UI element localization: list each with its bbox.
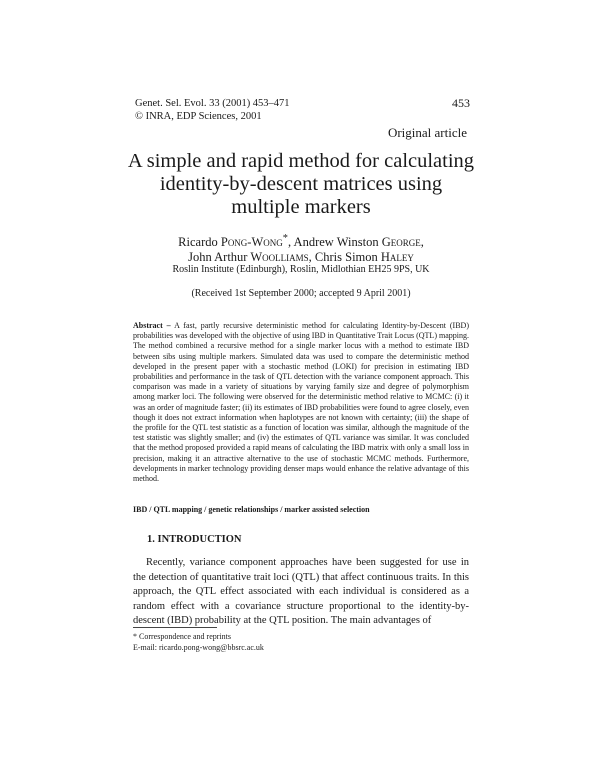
- abstract-label: Abstract –: [133, 321, 171, 330]
- introduction-paragraph: Recently, variance component approaches have been suggested for use in the detection of quantitative trait loci (QTL) that affect continuous traits. In this approach, the QTL effect associated with each individual is considered as a random effect with a covariance structure proportional to the identity-by-descent (IBD) probability at the QTL position. The main advantages of: [133, 557, 469, 626]
- author-3-name-sc: oolliams: [262, 250, 309, 265]
- paper-title: [120, 150, 482, 219]
- author-3-name: John Arthur W: [188, 250, 263, 265]
- author-4-name: , Chris Simon H: [308, 250, 390, 265]
- footnote-divider: [133, 627, 217, 628]
- keywords: IBD / QTL mapping / genetic relationships / marker assisted selection: [133, 505, 370, 514]
- title-line-2: identity-by-descent matrices using: [159, 173, 443, 195]
- received-dates: (Received 1st September 2000; accepted 9 April 2001): [191, 288, 411, 299]
- author-2-end: ,: [420, 235, 424, 250]
- journal-line-2: © INRA, EDP Sciences, 2001: [135, 111, 262, 122]
- abstract-text: A fast, partly recursive deterministic method for calculating Identity-by-Descent (IBD) probabilities was developed with the objective of using IBD in Quantitative Trait Locus (QTL) mapping. The method combined a recursive method for a single marker locus with a method to estimate IBD between sibs using multiple markers. Simulated data was used to compare the deterministic method developed in the present paper with a stochastic method (LOKI) for precision in estimating IBD probabilities and performance in the task of QTL detection with the variance component approach. This comparison was made in a variety of situations by varying family size and degree of polymorphism among marker loci. The following were observed for the deterministic method relative to MCMC: (i) it was an order of magnitude faster; (ii) its estimates of IBD probabilities were found to agree closely, even though it does not extract information when haplotypes are not known with certainty; (iii) the shape of the profile for the QTL test statistic as a function of location was similar, although the magnitude of the test statistic was slightly smaller; and (iv) the estimates of QTL variance was similar. It was concluded that the method proposed provided a rapid means of calculating the IBD matrix with only a small loss in precision, making it an attractive alternative to the use of stochastic MCMC methods. Furthermore, developments in marker technology providing denser maps would enhance the relative advantage of this method.: [133, 321, 469, 484]
- author-2-name: , Andrew Winston G: [287, 235, 391, 250]
- author-1-name: Ricardo P: [178, 235, 228, 250]
- correspondence-mark: *: [282, 233, 288, 244]
- journal-line-1: Genet. Sel. Evol. 33 (2001) 453–471: [135, 98, 290, 109]
- title-line-1: A simple and rapid method for calculating: [127, 150, 475, 172]
- section-heading: 1. INTRODUCTION: [147, 534, 242, 545]
- article-type: Original article: [387, 125, 467, 140]
- page-number: 453: [452, 96, 470, 110]
- author-2-name-sc: eorge: [390, 235, 421, 250]
- author-list: [120, 231, 482, 265]
- footnotes: [133, 631, 264, 653]
- footnote-correspondence: * Correspondence and reprints: [133, 632, 231, 641]
- authors-line-2: [120, 250, 482, 265]
- abstract: [133, 321, 469, 484]
- journal-citation: [135, 97, 290, 123]
- author-1-name-sc: ong-Wong: [227, 235, 283, 250]
- authors-line-1: [120, 231, 482, 250]
- footnote-email[interactable]: E-mail: ricardo.pong-wong@bbsrc.ac.uk: [133, 643, 264, 652]
- title-line-3: multiple markers: [231, 196, 371, 218]
- affiliation: Roslin Institute (Edinburgh), Roslin, Midlothian EH25 9PS, UK: [172, 264, 430, 275]
- author-4-name-sc: aley: [389, 250, 414, 265]
